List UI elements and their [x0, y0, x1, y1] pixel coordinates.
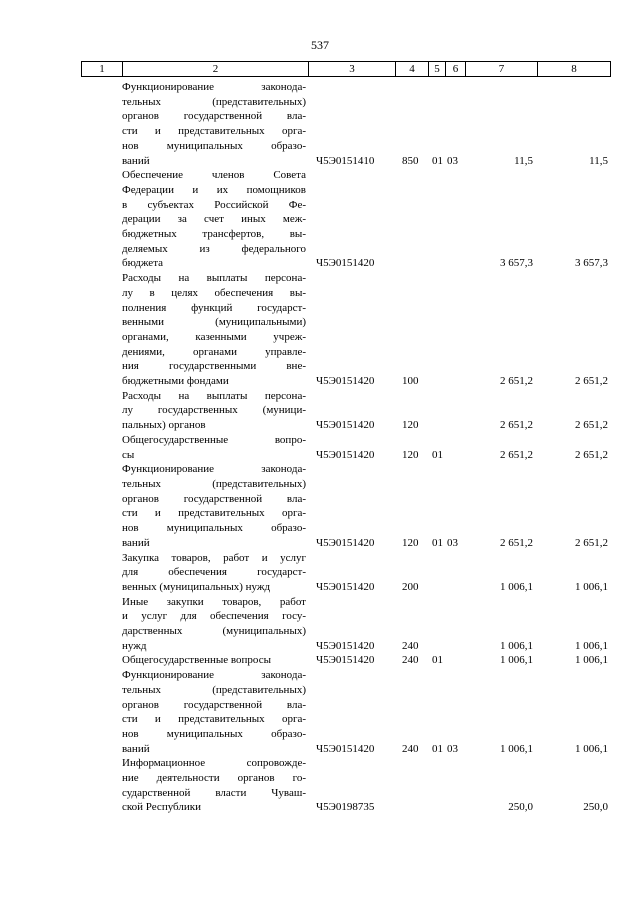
description-line: Иные закупки товаров, работ	[122, 595, 306, 608]
description-line: нов муниципальных образо-	[122, 139, 306, 152]
column-header-5: 5	[429, 62, 446, 76]
description-line: лу государственных (муници-	[122, 404, 306, 417]
table-row	[0, 668, 640, 756]
description-line: Обеспечение членов Совета	[122, 169, 306, 182]
expense-type-code: 120	[402, 419, 419, 432]
description-line: Расходы на выплаты персона-	[122, 389, 306, 402]
amount-year-1: 2 651,2	[500, 375, 533, 388]
description-line: нов муниципальных образо-	[122, 727, 306, 740]
row-description	[122, 668, 306, 756]
expense-type-code: 200	[402, 580, 419, 593]
description-line: Закупка товаров, работ и услуг	[122, 551, 306, 564]
description-line: сти и представительных орга-	[122, 125, 306, 138]
target-article-code: Ч5Э0151420	[316, 580, 375, 593]
amount-year-1: 2 651,2	[500, 536, 533, 549]
description-line: для обеспечения государст-	[122, 566, 306, 579]
table-row	[0, 168, 640, 271]
description-line: нов муниципальных образо-	[122, 522, 306, 535]
description-line: органов государственной вла-	[122, 698, 306, 711]
description-line: Расходы на выплаты персона-	[122, 272, 306, 285]
subsection-code: 03	[447, 536, 458, 549]
description-line: пальных) органов	[122, 419, 206, 432]
target-article-code: Ч5Э0151420	[316, 257, 375, 270]
table-row	[0, 271, 640, 389]
description-line: деляемых из федерального	[122, 242, 306, 255]
expense-type-code: 240	[402, 742, 419, 755]
description-line: ваний	[122, 742, 150, 755]
column-header-1: 1	[82, 62, 123, 76]
description-line: ваний	[122, 154, 150, 167]
description-line: органов государственной вла-	[122, 110, 306, 123]
target-article-code: Ч5Э0151420	[316, 742, 375, 755]
amount-year-2: 1 006,1	[575, 639, 608, 652]
description-line: бюджетных трансфертов, вы-	[122, 228, 306, 241]
table-row	[0, 462, 640, 550]
amount-year-2: 2 651,2	[575, 448, 608, 461]
description-line: бюджета	[122, 257, 164, 270]
row-description	[122, 653, 306, 668]
table-row	[0, 756, 640, 815]
column-header-3: 3	[309, 62, 396, 76]
table-row	[0, 595, 640, 654]
description-line: сти и представительных орга-	[122, 713, 306, 726]
amount-year-1: 11,5	[514, 154, 533, 167]
column-header-2: 2	[123, 62, 309, 76]
description-line: Функционирование законода-	[122, 463, 306, 476]
description-line: Общегосударственные вопро-	[122, 433, 306, 446]
row-description	[122, 168, 306, 271]
target-article-code: Ч5Э0151420	[316, 448, 375, 461]
expense-type-code: 240	[402, 639, 419, 652]
description-line: и услуг для обеспечения госу-	[122, 610, 306, 623]
description-line: органов государственной вла-	[122, 492, 306, 505]
description-line: сти и представительных орга-	[122, 507, 306, 520]
section-code: 01	[432, 536, 443, 549]
row-description	[122, 433, 306, 462]
subsection-code: 03	[447, 154, 458, 167]
section-code: 01	[432, 742, 443, 755]
table-row	[0, 433, 640, 462]
target-article-code: Ч5Э0151420	[316, 639, 375, 652]
target-article-code: Ч5Э0198735	[316, 801, 375, 814]
description-line: ской Республики	[122, 801, 201, 814]
table-body	[0, 80, 640, 815]
amount-year-1: 250,0	[508, 801, 533, 814]
description-line: дарственных (муниципальных)	[122, 625, 306, 638]
row-description	[122, 271, 306, 389]
description-line: Федерации и их помощников	[122, 183, 306, 196]
table-row	[0, 653, 640, 668]
row-description	[122, 551, 306, 595]
description-line: нужд	[122, 639, 147, 652]
description-line: дерации за счет иных меж-	[122, 213, 306, 226]
description-line: Информационное сопровожде-	[122, 757, 306, 770]
row-description	[122, 756, 306, 815]
description-line: тельных (представительных)	[122, 683, 306, 696]
section-code: 01	[432, 654, 443, 667]
amount-year-1: 1 006,1	[500, 742, 533, 755]
expense-type-code: 120	[402, 536, 419, 549]
description-line: венными (муниципальными)	[122, 316, 306, 329]
description-line: Функционирование законода-	[122, 669, 306, 682]
row-description	[122, 80, 306, 168]
column-header-7: 7	[466, 62, 538, 76]
amount-year-1: 1 006,1	[500, 580, 533, 593]
amount-year-2: 250,0	[583, 801, 608, 814]
target-article-code: Ч5Э0151410	[316, 154, 375, 167]
expense-type-code: 120	[402, 448, 419, 461]
amount-year-2: 1 006,1	[575, 580, 608, 593]
description-line: дениями, органами управле-	[122, 345, 306, 358]
section-code: 01	[432, 448, 443, 461]
description-line: ния государственными вне-	[122, 360, 306, 373]
amount-year-1: 2 651,2	[500, 448, 533, 461]
row-description	[122, 595, 306, 654]
amount-year-2: 11,5	[589, 154, 608, 167]
target-article-code: Ч5Э0151420	[316, 419, 375, 432]
table-row	[0, 551, 640, 595]
amount-year-2: 2 651,2	[575, 419, 608, 432]
row-description	[122, 389, 306, 433]
description-line: сы	[122, 448, 135, 461]
row-description	[122, 462, 306, 550]
column-header-6: 6	[446, 62, 466, 76]
amount-year-2: 2 651,2	[575, 536, 608, 549]
description-line: Общегосударственные вопросы	[122, 654, 271, 667]
description-line: органами, казенными учреж-	[122, 330, 306, 343]
description-line: тельных (представительных)	[122, 95, 306, 108]
description-line: в субъектах Российской Фе-	[122, 198, 306, 211]
description-line: бюджетными фондами	[122, 375, 229, 388]
column-header-4: 4	[396, 62, 429, 76]
target-article-code: Ч5Э0151420	[316, 536, 375, 549]
description-line: ние деятельности органов го-	[122, 772, 306, 785]
amount-year-1: 1 006,1	[500, 639, 533, 652]
subsection-code: 03	[447, 742, 458, 755]
column-header-8: 8	[571, 63, 577, 75]
description-line: полнения функций государст-	[122, 301, 306, 314]
amount-year-1: 1 006,1	[500, 654, 533, 667]
description-line: Функционирование законода-	[122, 81, 306, 93]
description-line: венных (муниципальных) нужд	[122, 580, 271, 593]
table-row	[0, 389, 640, 433]
amount-year-2: 2 651,2	[575, 375, 608, 388]
amount-year-2: 1 006,1	[575, 654, 608, 667]
description-line: лу в целях обеспечения вы-	[122, 286, 306, 299]
amount-year-1: 2 651,2	[500, 419, 533, 432]
expense-type-code: 100	[402, 375, 419, 388]
page-number: 537	[311, 38, 329, 52]
amount-year-1: 3 657,3	[500, 257, 533, 270]
section-code: 01	[432, 154, 443, 167]
table-row	[0, 80, 640, 168]
target-article-code: Ч5Э0151420	[316, 375, 375, 388]
expense-type-code: 240	[402, 654, 419, 667]
description-line: ваний	[122, 536, 150, 549]
amount-year-2: 3 657,3	[575, 257, 608, 270]
expense-type-code: 850	[402, 154, 419, 167]
column-header-row	[81, 61, 611, 77]
description-line: тельных (представительных)	[122, 477, 306, 490]
target-article-code: Ч5Э0151420	[316, 654, 375, 667]
description-line: сударственной власти Чуваш-	[122, 786, 306, 799]
amount-year-2: 1 006,1	[575, 742, 608, 755]
